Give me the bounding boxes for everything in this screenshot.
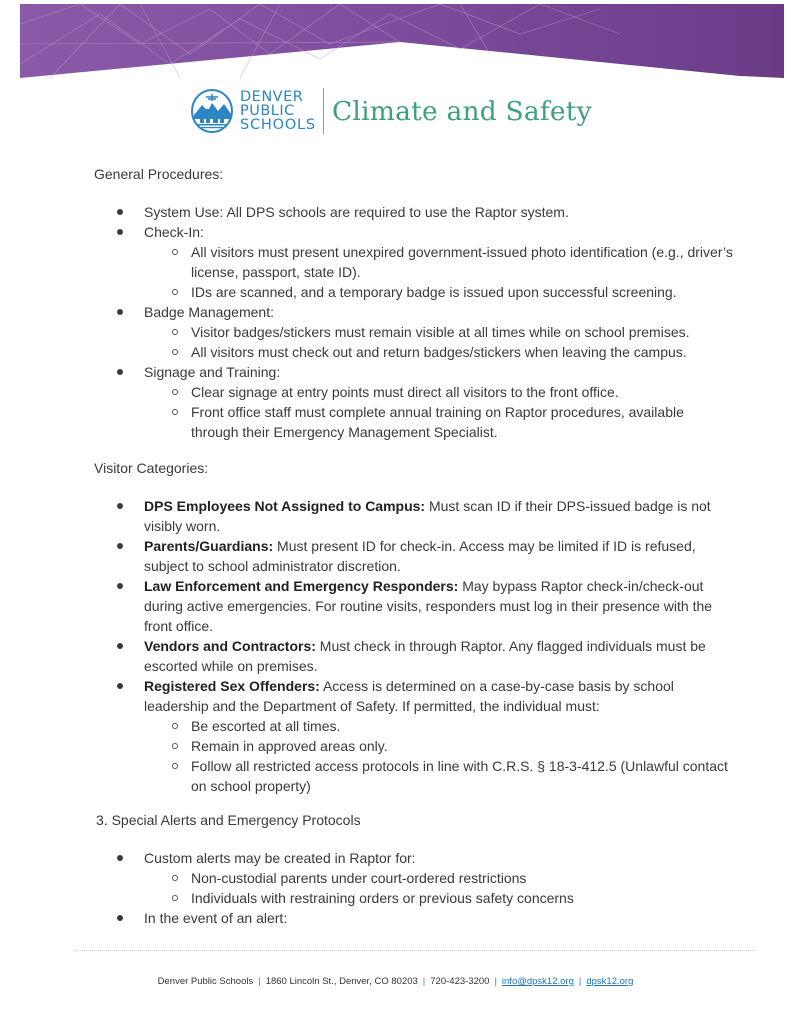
sub-list-item: All visitors must check out and return badges/stickers when leaving the campus. bbox=[144, 342, 734, 362]
sub-list-item: All visitors must present unexpired government-issued photo identification (e.g., driver’s license, passport, state ID). bbox=[144, 242, 734, 282]
sub-list bbox=[144, 382, 734, 442]
org-wordmark bbox=[240, 90, 316, 132]
item-text: Must scan ID if their DPS-issued badge is not visibly worn. bbox=[144, 498, 711, 534]
item-label: Vendors and Contractors: bbox=[144, 638, 316, 654]
item-text: In the event of an alert: bbox=[144, 910, 288, 926]
visitor-categories-list bbox=[94, 496, 734, 796]
item-text: Access is determined on a case-by-case basis by school leadership and the Department of Safety. If permitted, the individual must: bbox=[144, 678, 674, 714]
special-alerts-list bbox=[94, 848, 734, 928]
sub-list-item: Clear signage at entry points must direct all visitors to the front office. bbox=[144, 382, 734, 402]
footer-divider bbox=[75, 950, 755, 951]
list-item bbox=[94, 302, 734, 362]
org-line-1: DENVER bbox=[240, 89, 304, 105]
footer: Denver Public Schools | 1860 Lincoln St., Denver, CO 80203 | 720-423-3200 | info@dpsk12.org | dpsk12.org bbox=[157, 976, 634, 987]
sub-list bbox=[144, 242, 734, 302]
special-alerts-heading: 3. Special Alerts and Emergency Protocols bbox=[96, 812, 361, 828]
list-item bbox=[94, 636, 734, 676]
sub-list bbox=[144, 716, 734, 796]
footer-email-link[interactable]: info@dpsk12.org bbox=[501, 976, 574, 987]
item-text: System Use: All DPS schools are required to use the Raptor system. bbox=[144, 204, 569, 220]
item-label: Registered Sex Offenders: bbox=[144, 678, 320, 694]
sub-list-item: Front office staff must complete annual training on Raptor procedures, available through their Emergency Management Specialist. bbox=[144, 402, 734, 442]
item-text: May bypass Raptor check-in/check-out during active emergencies. For routine visits, responders must log in their presence with the front office. bbox=[144, 578, 713, 634]
list-item bbox=[94, 362, 734, 442]
footer-phone: 720-423-3200 bbox=[430, 976, 490, 987]
item-label: DPS Employees Not Assigned to Campus: bbox=[144, 498, 426, 514]
list-item bbox=[94, 202, 734, 222]
sub-list-item: Follow all restricted access protocols in line with C.R.S. § 18-3-412.5 (Unlawful contact on school property) bbox=[144, 756, 734, 796]
denver-skyline-emblem-icon bbox=[190, 89, 234, 133]
list-item bbox=[94, 676, 734, 796]
sub-list-item: Visitor badges/stickers must remain visible at all times while on school premises. bbox=[144, 322, 734, 342]
list-item bbox=[94, 908, 734, 928]
footer-website-link[interactable]: dpsk12.org bbox=[586, 976, 634, 987]
list-item bbox=[94, 496, 734, 536]
sub-list-item: Be escorted at all times. bbox=[144, 716, 734, 736]
sub-list-item: IDs are scanned, and a temporary badge is issued upon successful screening. bbox=[144, 282, 734, 302]
general-procedures-heading: General Procedures: bbox=[94, 166, 224, 182]
list-item bbox=[94, 576, 734, 636]
dps-logo bbox=[190, 88, 592, 134]
logo-divider bbox=[323, 88, 324, 134]
footer-address: 1860 Lincoln St., Denver, CO 80203 bbox=[265, 976, 418, 987]
footer-org: Denver Public Schools bbox=[157, 976, 254, 987]
sub-list bbox=[144, 868, 734, 908]
item-text: Check-In: bbox=[144, 224, 204, 240]
item-text: Badge Management: bbox=[144, 304, 274, 320]
item-text: Signage and Training: bbox=[144, 364, 281, 380]
sub-list bbox=[144, 322, 734, 362]
org-line-3: SCHOOLS bbox=[240, 117, 316, 133]
general-procedures-list bbox=[94, 202, 734, 442]
visitor-categories-heading: Visitor Categories: bbox=[94, 460, 209, 476]
document-body bbox=[94, 164, 734, 928]
sub-list-item: Remain in approved areas only. bbox=[144, 736, 734, 756]
sub-list-item: Non-custodial parents under court-ordered restrictions bbox=[144, 868, 734, 888]
item-label: Law Enforcement and Emergency Responders: bbox=[144, 578, 459, 594]
list-item bbox=[94, 848, 734, 908]
list-item bbox=[94, 222, 734, 302]
department-title: Climate and Safety bbox=[331, 95, 592, 127]
org-line-2: PUBLIC bbox=[240, 103, 295, 119]
item-text: Must present ID for check-in. Access may be limited if ID is refused, subject to school administrator discretion. bbox=[144, 538, 696, 574]
item-label: Parents/Guardians: bbox=[144, 538, 274, 554]
list-item bbox=[94, 536, 734, 576]
item-text: Must check in through Raptor. Any flagged individuals must be escorted while on premises. bbox=[144, 638, 706, 674]
sub-list-item: Individuals with restraining orders or previous safety concerns bbox=[144, 888, 734, 908]
item-text: Custom alerts may be created in Raptor for: bbox=[144, 850, 416, 866]
header-banner bbox=[20, 4, 784, 78]
